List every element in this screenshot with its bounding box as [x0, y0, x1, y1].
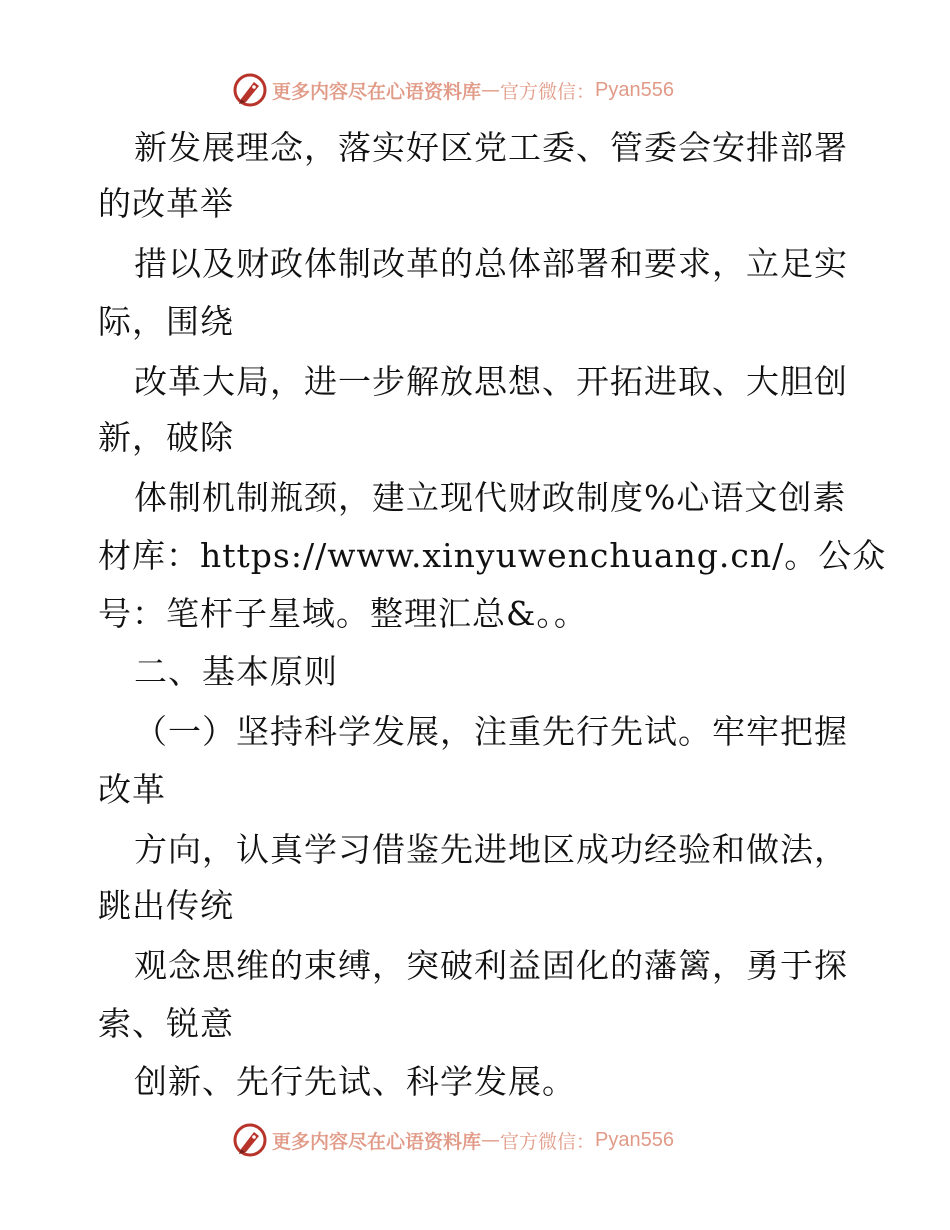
- banner-main-text: 更多内容尽在心语资料库: [272, 80, 482, 103]
- text-line: 索、锐意: [98, 1004, 234, 1043]
- text-line: 观念思维的束缚，突破利益固化的藩篱，勇于探: [134, 946, 848, 985]
- header-banner: [232, 70, 732, 110]
- section-heading: 二、基本原则: [134, 652, 338, 691]
- text-line: （一）坚持科学发展，注重先行先试。牢牢把握: [134, 712, 848, 751]
- text-line: 方向，认真学习借鉴先进地区成功经验和做法，: [134, 830, 848, 869]
- banner-wechat-label: 官方微信：: [500, 1130, 596, 1153]
- text-line: 材库：https://www.xinyuwenchuang.cn/。公众: [98, 536, 887, 575]
- text-line: 体制机制瓶颈，建立现代财政制度%心语文创素: [134, 478, 847, 517]
- text-line: 改革大局，进一步解放思想、开拓进取、大胆创: [134, 362, 848, 401]
- banner-main-text: 更多内容尽在心语资料库: [272, 1130, 482, 1153]
- banner-separator: —: [481, 1129, 501, 1151]
- text-line: 跳出传统: [98, 886, 234, 925]
- text-line: 际，围绕: [98, 302, 234, 341]
- text-line: 的改革举: [98, 184, 234, 223]
- text-line: 新，破除: [98, 418, 234, 457]
- pen-nib-logo-icon: [232, 72, 268, 108]
- banner-wechat-label: 官方微信：: [500, 80, 596, 103]
- text-line: 新发展理念，落实好区党工委、管委会安排部署: [134, 128, 848, 167]
- text-line: 号：笔杆子星域。整理汇总&。。: [98, 594, 588, 633]
- banner-wechat-id: Pyan556: [595, 1128, 674, 1151]
- banner-separator: —: [481, 79, 501, 101]
- text-line: 改革: [98, 770, 166, 809]
- banner-wechat-id: Pyan556: [595, 78, 674, 101]
- text-line: 创新、先行先试、科学发展。: [134, 1062, 576, 1101]
- text-line: 措以及财政体制改革的总体部署和要求，立足实: [134, 244, 848, 283]
- pen-nib-logo-icon: [232, 1122, 268, 1158]
- footer-banner: [232, 1120, 732, 1160]
